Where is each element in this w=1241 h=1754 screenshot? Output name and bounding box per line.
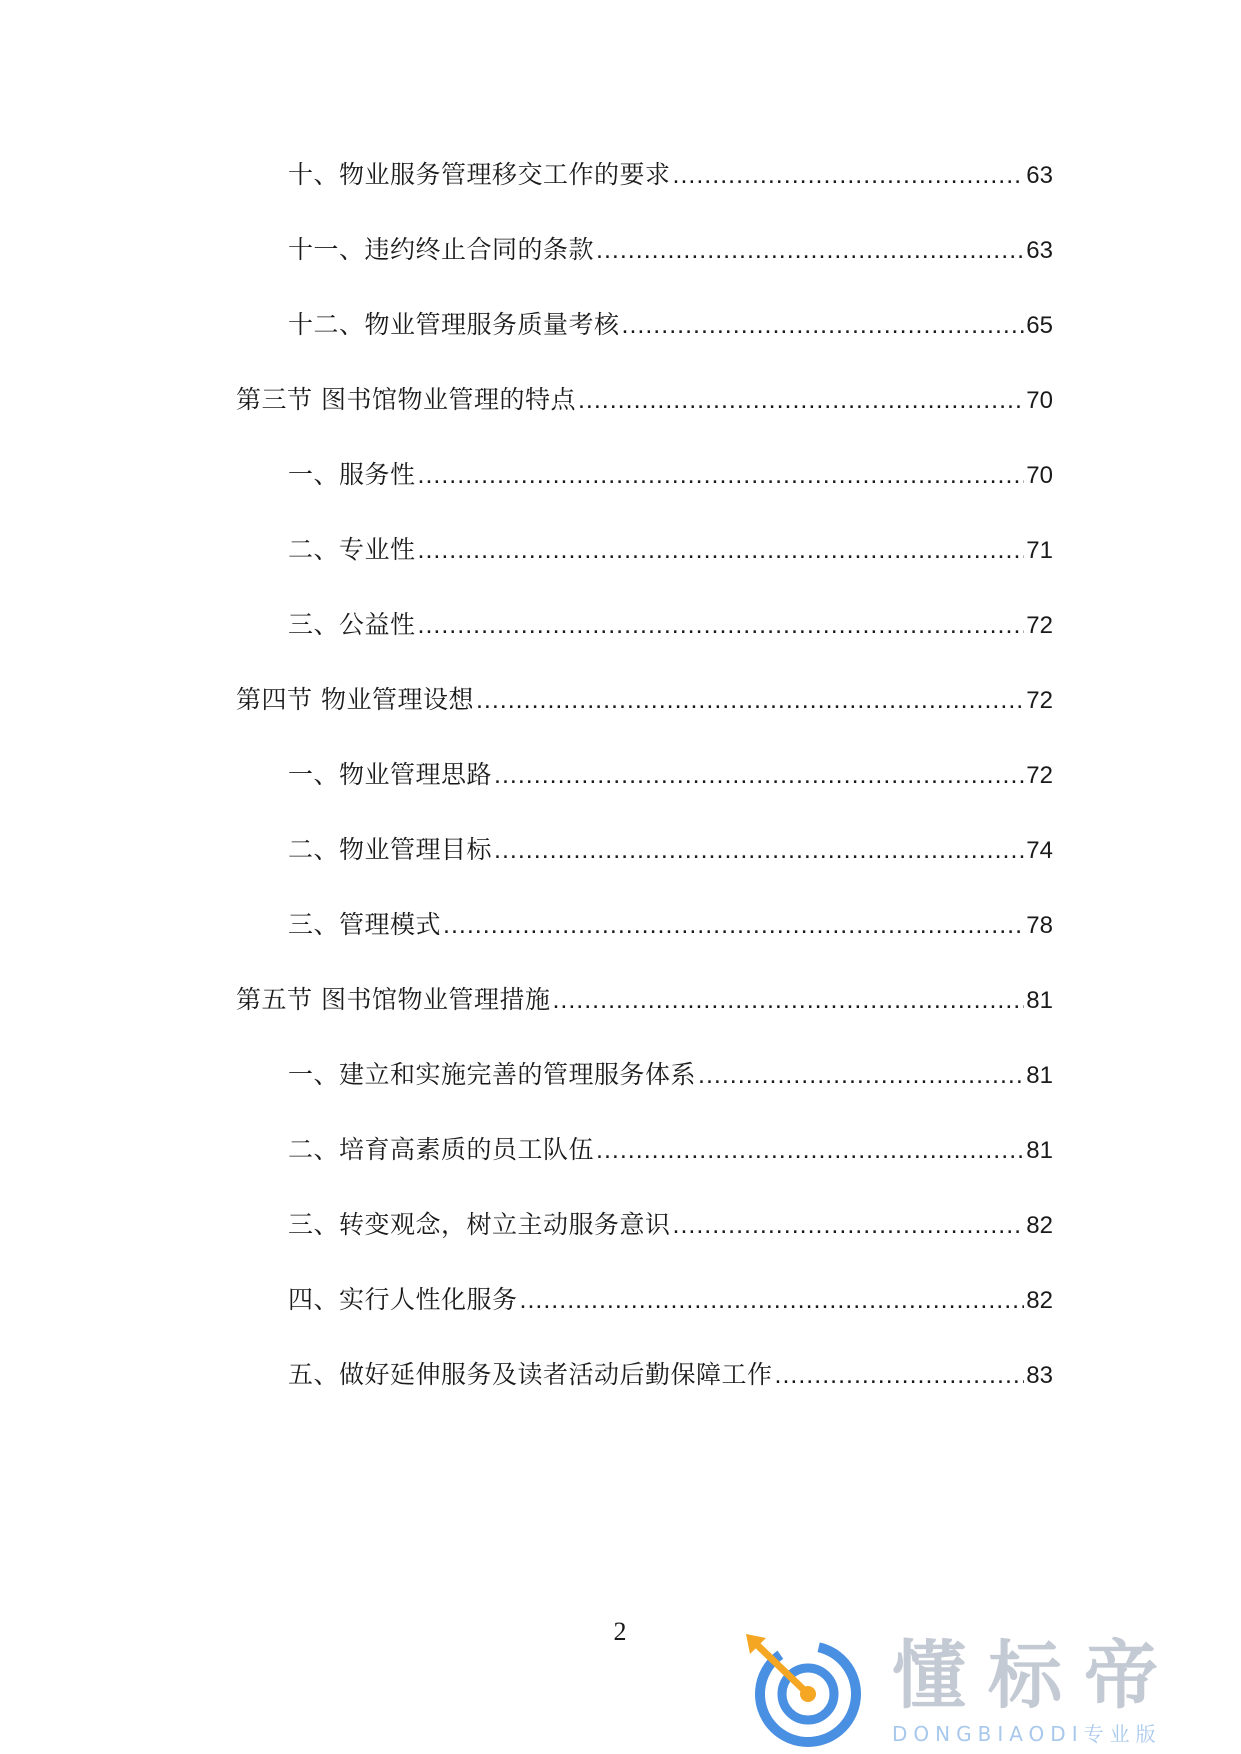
toc-section-entry[interactable] [236,380,1053,420]
toc-entry-page: 72 [1026,687,1053,714]
toc-entry-page: 71 [1026,537,1053,564]
toc-section-entry[interactable] [236,980,1053,1020]
toc-entry-title: 二、培育高素质的员工队伍 [288,1135,595,1164]
toc-entry-title: 一、建立和实施完善的管理服务体系 [288,1060,697,1089]
toc-entry-title: 第三节 图书馆物业管理的特点 [236,385,576,414]
toc-entry[interactable] [288,305,1053,345]
toc-entry-title: 四、实行人性化服务 [288,1285,518,1314]
toc-entry[interactable] [288,1130,1053,1170]
toc-entry-title: 第四节 物业管理设想 [236,685,474,714]
toc-leader-dots [578,380,1024,420]
toc-entry[interactable] [288,755,1053,795]
watermark-logo [742,1630,1232,1750]
toc-leader-dots [494,830,1024,870]
toc-entry[interactable] [288,1280,1053,1320]
toc-entry-title: 二、物业管理目标 [288,835,493,864]
toc-entry-page: 74 [1026,837,1053,864]
toc-entry-page: 82 [1026,1212,1053,1239]
target-arrow-icon [742,1630,872,1750]
toc-leader-dots [596,1130,1024,1170]
page-number: 2 [613,1617,627,1646]
toc-entry[interactable] [288,1055,1053,1095]
toc-entry-title: 一、物业管理思路 [288,760,493,789]
toc-entry[interactable] [288,1355,1053,1395]
toc-leader-dots [494,755,1024,795]
toc-entry-page: 82 [1026,1287,1053,1314]
toc-leader-dots [673,155,1025,195]
toc-entry-page: 78 [1026,912,1053,939]
toc-entry-page: 65 [1026,312,1053,339]
toc-entry-title: 三、公益性 [288,610,416,639]
toc-entry-title: 十一、违约终止合同的条款 [288,235,595,264]
toc-leader-dots [418,455,1025,495]
toc-entry-page: 70 [1026,387,1053,414]
toc-entry-title: 二、专业性 [288,535,416,564]
toc-entry-page: 81 [1026,987,1053,1014]
toc-entry[interactable] [288,830,1053,870]
toc-leader-dots [775,1355,1025,1395]
toc-leader-dots [698,1055,1024,1095]
toc-leader-dots [443,905,1024,945]
toc-leader-dots [520,1280,1025,1320]
toc-leader-dots [622,305,1025,345]
toc-entry[interactable] [288,455,1053,495]
toc-entry-page: 83 [1026,1362,1053,1389]
toc-leader-dots [476,680,1024,720]
toc-entry-page: 70 [1026,462,1053,489]
toc-leader-dots [673,1205,1025,1245]
toc-entry[interactable] [288,605,1053,645]
toc-entry[interactable] [288,530,1053,570]
toc-entry-page: 63 [1026,162,1053,189]
toc-entry-title: 五、做好延伸服务及读者活动后勤保障工作 [288,1360,773,1389]
toc-entry-title: 十二、物业管理服务质量考核 [288,310,620,339]
toc-entry-title: 十、物业服务管理移交工作的要求 [288,160,671,189]
toc-entry-title: 第五节 图书馆物业管理措施 [236,985,551,1014]
toc-entry-page: 72 [1026,762,1053,789]
toc-leader-dots [552,980,1024,1020]
toc-entry-page: 81 [1026,1062,1053,1089]
toc-entry-title: 三、管理模式 [288,910,442,939]
toc-leader-dots [418,605,1025,645]
toc-entry-title: 三、转变观念，树立主动服务意识 [288,1210,671,1239]
toc-section-entry[interactable] [236,680,1053,720]
toc-entry-page: 81 [1026,1137,1053,1164]
toc-entry-page: 63 [1026,237,1053,264]
toc-leader-dots [418,530,1025,570]
toc-entry[interactable] [288,155,1053,195]
toc-leader-dots [596,230,1024,270]
toc-entry-title: 一、服务性 [288,460,416,489]
toc-entry[interactable] [288,905,1053,945]
toc-entry[interactable] [288,1205,1053,1245]
watermark-subtitle: DONGBIAODI专业版 [892,1722,1162,1746]
watermark-brand: 懂标帝 [892,1633,1180,1719]
toc-entry[interactable] [288,230,1053,270]
toc-entry-page: 72 [1026,612,1053,639]
